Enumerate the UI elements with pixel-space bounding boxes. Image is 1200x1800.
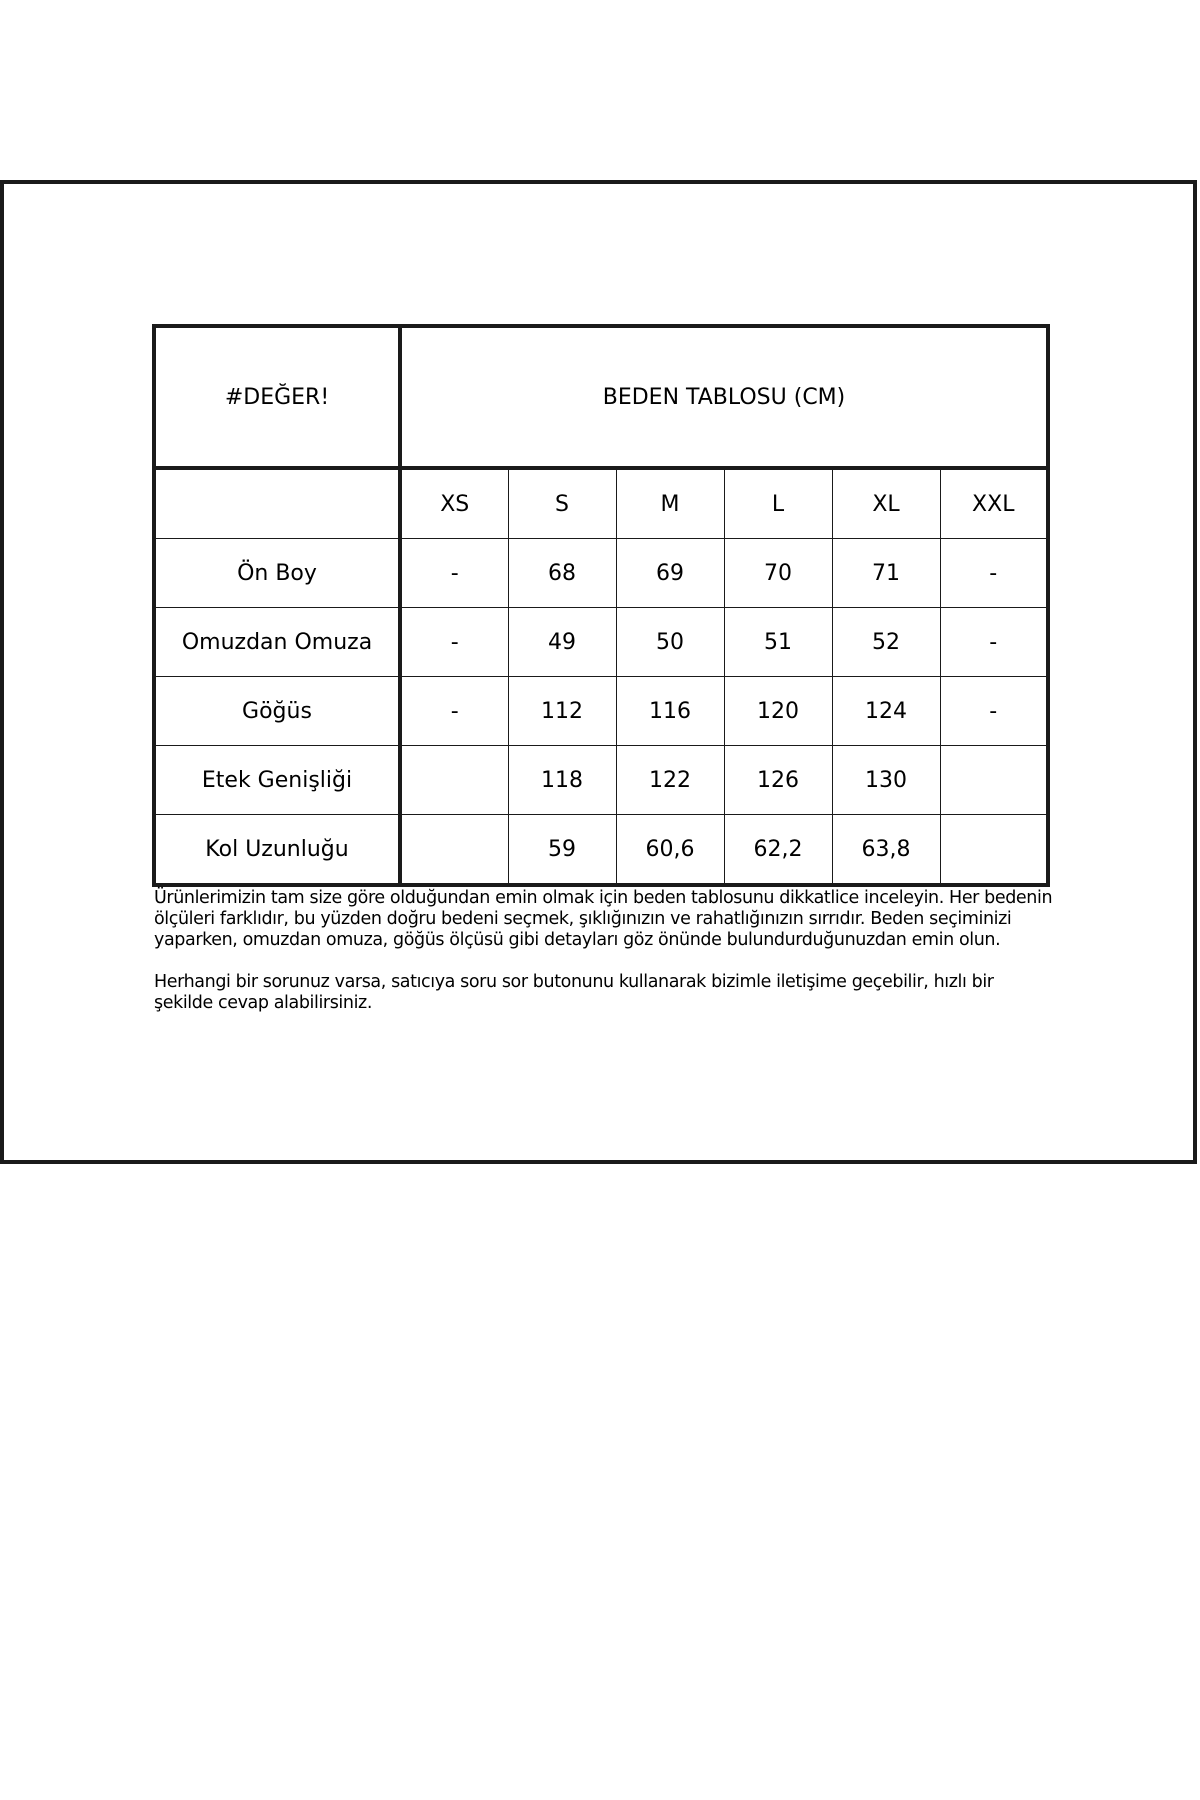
table-row xyxy=(154,746,1048,815)
row-label: Göğüs xyxy=(154,677,400,746)
size-notes xyxy=(154,888,1054,1014)
table-cell: 130 xyxy=(832,746,940,815)
table-cell: - xyxy=(940,608,1048,677)
table-cell: - xyxy=(940,677,1048,746)
table-cell: 52 xyxy=(832,608,940,677)
size-table xyxy=(152,324,1050,887)
table-cell: 70 xyxy=(724,539,832,608)
table-cell: 118 xyxy=(508,746,616,815)
size-header-xs: XS xyxy=(400,468,508,539)
row-label: Ön Boy xyxy=(154,539,400,608)
table-cell: 69 xyxy=(616,539,724,608)
table-cell: 68 xyxy=(508,539,616,608)
notes-paragraph-fit: Ürünlerimizin tam size göre olduğundan emin olmak için beden tablosunu dikkatlice inceleyin. Her bedenin ölçüleri farklıdır, bu yüzden doğru bedeni seçmek, şıklığınızın ve rahatlığınızın sırrıdır. Beden seçiminizi yaparken, omuzdan omuza, göğüs ölçüsü gibi detayları göz önünde bulundurduğunuzdan emin olun. xyxy=(154,888,1053,950)
table-cell xyxy=(400,746,508,815)
table-header-row xyxy=(154,326,1048,468)
table-cell: 49 xyxy=(508,608,616,677)
size-chart-frame xyxy=(0,180,1197,1164)
table-cell xyxy=(400,815,508,886)
table-cell: 63,8 xyxy=(832,815,940,886)
table-cell: 112 xyxy=(508,677,616,746)
size-header-l: L xyxy=(724,468,832,539)
size-header-xl: XL xyxy=(832,468,940,539)
table-cell: 124 xyxy=(832,677,940,746)
table-cell: 122 xyxy=(616,746,724,815)
row-label: Omuzdan Omuza xyxy=(154,608,400,677)
table-cell: 120 xyxy=(724,677,832,746)
table-cell: 60,6 xyxy=(616,815,724,886)
table-cell: 126 xyxy=(724,746,832,815)
size-header-s: S xyxy=(508,468,616,539)
table-cell xyxy=(940,746,1048,815)
table-cell: 62,2 xyxy=(724,815,832,886)
size-header-xxl: XXL xyxy=(940,468,1048,539)
size-header-row xyxy=(154,468,1048,539)
table-row xyxy=(154,608,1048,677)
row-label: Kol Uzunluğu xyxy=(154,815,400,886)
table-cell: 51 xyxy=(724,608,832,677)
row-label: Etek Genişliği xyxy=(154,746,400,815)
table-title: BEDEN TABLOSU (CM) xyxy=(400,326,1048,468)
notes-paragraph-contact: Herhangi bir sorunuz varsa, satıcıya soru sor butonunu kullanarak bizimle iletişime geçebilir, hızlı bir şekilde cevap alabilirsiniz. xyxy=(154,972,994,1013)
size-header-blank-cell xyxy=(154,468,400,539)
table-row xyxy=(154,539,1048,608)
table-cell: - xyxy=(940,539,1048,608)
table-cell: - xyxy=(400,539,508,608)
size-header-m: M xyxy=(616,468,724,539)
table-cell: 116 xyxy=(616,677,724,746)
table-cell: - xyxy=(400,608,508,677)
corner-label: #DEĞER! xyxy=(154,326,400,468)
table-row xyxy=(154,815,1048,886)
table-row xyxy=(154,677,1048,746)
table-cell xyxy=(940,815,1048,886)
table-cell: 71 xyxy=(832,539,940,608)
table-cell: 50 xyxy=(616,608,724,677)
table-cell: - xyxy=(400,677,508,746)
table-cell: 59 xyxy=(508,815,616,886)
